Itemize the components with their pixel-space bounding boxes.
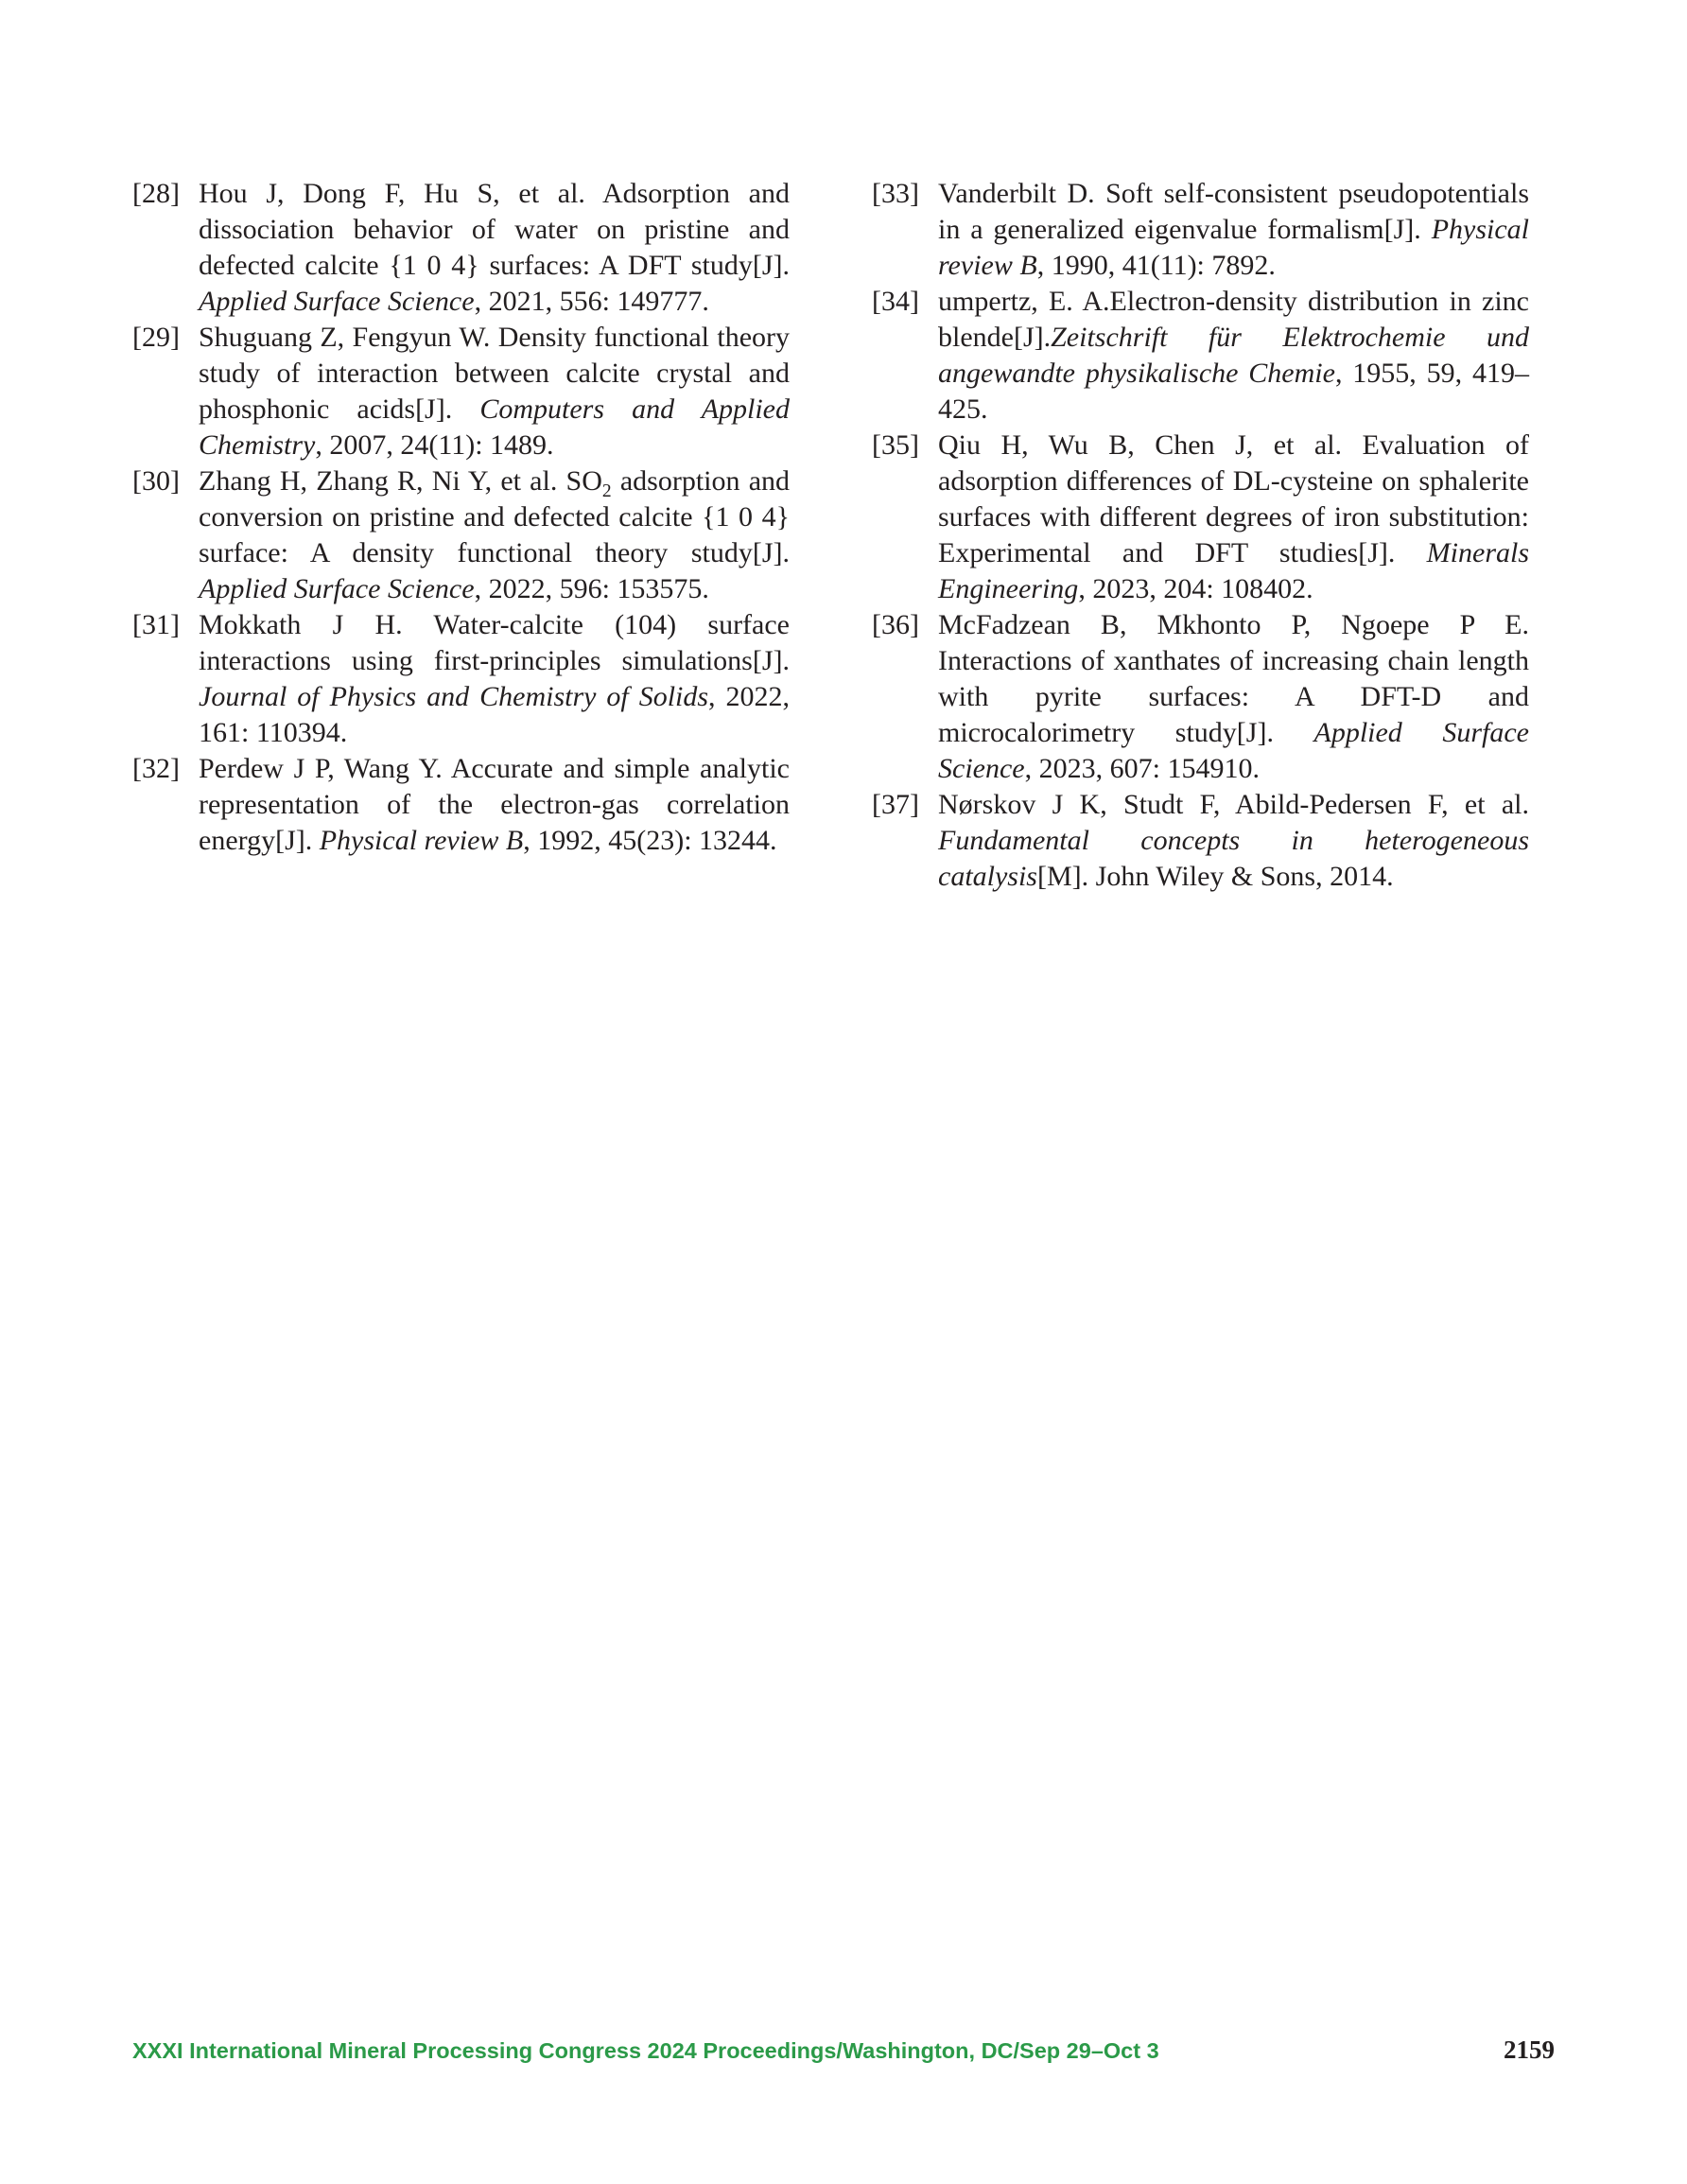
reference-item	[872, 787, 1529, 895]
reference-column-left	[132, 176, 790, 859]
page-number: 2159	[1504, 2035, 1555, 2064]
reference-text: Shuguang Z, Fengyun W. Density functional theory study of interaction between calcite crystal and phosphonic acids[J]. Computers and Applied Chemistry, 2007, 24(11): 1489.	[199, 322, 790, 461]
reference-number: [37]	[872, 789, 919, 820]
reference-number: [31]	[132, 609, 180, 640]
reference-text: Nørskov J K, Studt F, Abild-Pedersen F, et al. Fundamental concepts in heterogeneous catalysis[M]. John Wiley & Sons, 2014.	[938, 789, 1529, 892]
reference-text: Hou J, Dong F, Hu S, et al. Adsorption and dissociation behavior of water on pristine and defected calcite {1 0 4} surfaces: A DFT study[J]. Applied Surface Science, 2021, 556: 149777.	[199, 178, 790, 317]
journal-title: Applied Surface Science	[199, 573, 475, 604]
reference-item	[872, 176, 1529, 284]
journal-title: Zeitschrift für Elektrochemie und angewandte physikalische Chemie	[938, 322, 1529, 389]
journal-title: Minerals Engineering	[938, 537, 1529, 604]
reference-text: Zhang H, Zhang R, Ni Y, et al. $SO_2$ adsorption and conversion on pristine and defected calcite {1 0 4} surface: A density functional theory study[J]. Applied Surface Science, 2022, 596: 153575.	[199, 465, 791, 604]
reference-item	[872, 428, 1529, 607]
reference-text: Vanderbilt D. Soft self-consistent pseudopotentials in a generalized eigenvalue formalism[J]. Physical review B, 1990, 41(11): 7892.	[938, 178, 1529, 281]
reference-item	[872, 607, 1529, 787]
journal-title: Applied Surface Science	[199, 286, 475, 317]
reference-text: Mokkath J H. Water-calcite (104) surface interactions using first-principles simulations[J]. Journal of Physics and Chemistry of Solids, 2022, 161: 110394.	[199, 609, 791, 748]
journal-title: Fundamental concepts in heterogeneous catalysis	[938, 825, 1529, 892]
reference-text: Qiu H, Wu B, Chen J, et al. Evaluation of adsorption differences of DL-cysteine on sphalerite surfaces with different degrees of iron substitution: Experimental and DFT studies[J]. Minerals Engineering, 2023, 204: 108402.	[938, 429, 1529, 604]
journal-title: Physical review B	[319, 825, 524, 856]
reference-number: [32]	[132, 753, 180, 784]
reference-number: [34]	[872, 286, 919, 317]
reference-item	[132, 176, 790, 320]
reference-column-right	[872, 176, 1529, 895]
reference-text: Perdew J P, Wang Y. Accurate and simple analytic representation of the electron-gas correlation energy[J]. Physical review B, 1992, 45(23): 13244.	[199, 753, 790, 856]
footer-proceedings: XXXI International Mineral Processing Congress 2024 Proceedings/Washington, DC/Sep 29–Oct 3	[132, 2038, 1159, 2063]
reference-item	[132, 463, 790, 607]
reference-number: [30]	[132, 465, 180, 497]
reference-item	[872, 284, 1529, 428]
reference-text: McFadzean B, Mkhonto P, Ngoepe P E. Interactions of xanthates of increasing chain length with pyrite surfaces: A DFT-D and microcalorimetry study[J]. Applied Surface Science, 2023, 607: 154910.	[938, 609, 1529, 784]
reference-item	[132, 320, 790, 463]
reference-number: [36]	[872, 609, 919, 640]
reference-number: [29]	[132, 322, 180, 353]
journal-title: Journal of Physics and Chemistry of Solids	[199, 681, 709, 712]
reference-number: [33]	[872, 178, 919, 209]
reference-number: [35]	[872, 429, 919, 461]
reference-item	[132, 607, 790, 751]
reference-text: umpertz, E. A.Electron-density distribution in zinc blende[J].Zeitschrift für Elektrochemie und angewandte physikalische Chemie, 1955, 59, 419–425.	[938, 286, 1530, 425]
journal-title: Computers and Applied Chemistry	[199, 393, 790, 461]
reference-item	[132, 751, 790, 859]
reference-number: [28]	[132, 178, 180, 209]
journal-title: Physical review B	[938, 214, 1529, 281]
journal-title: Applied Surface Science	[938, 717, 1529, 784]
subscript: 2	[601, 480, 612, 501]
